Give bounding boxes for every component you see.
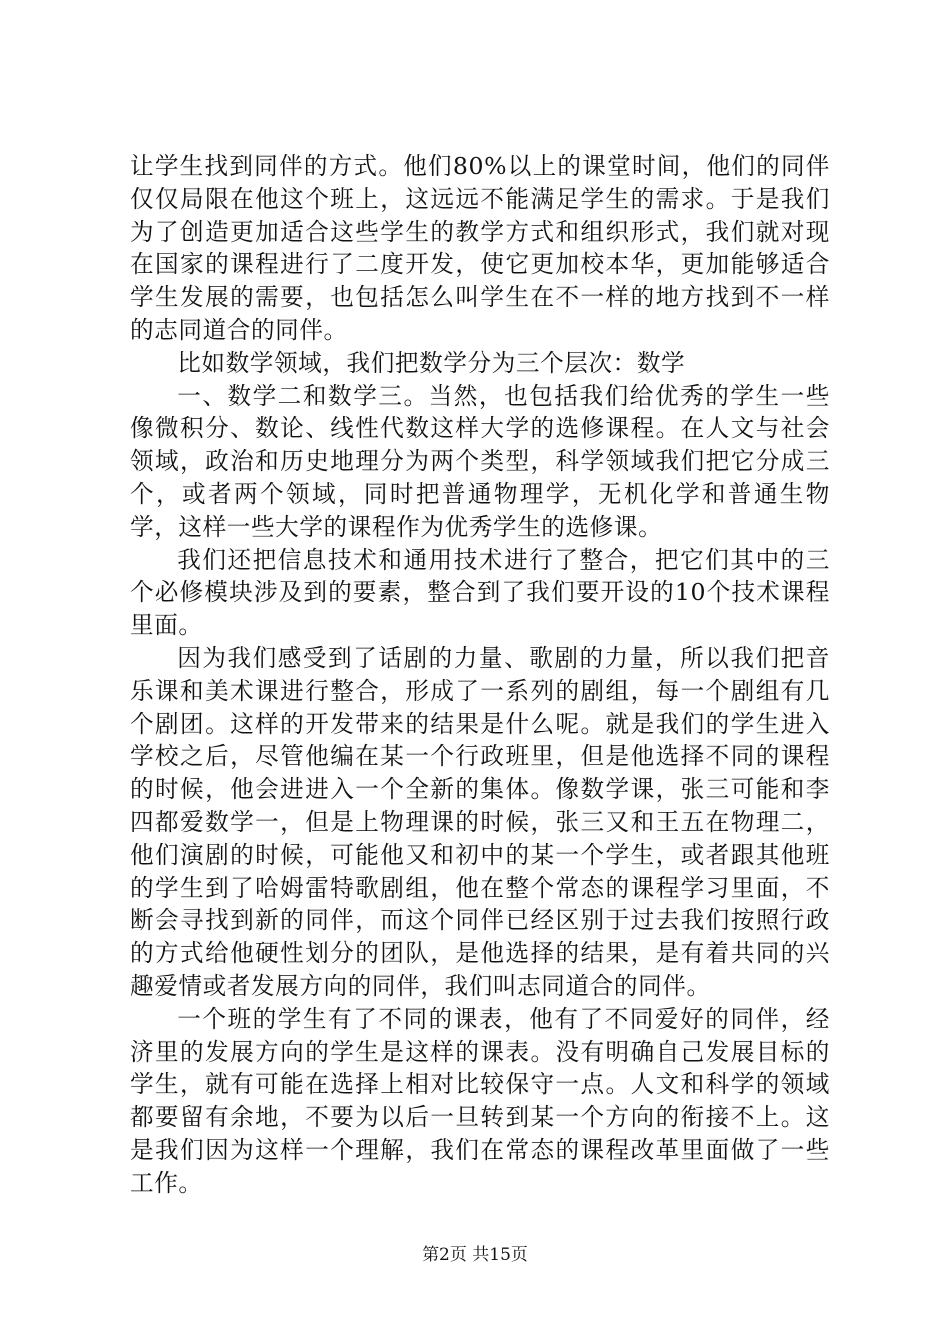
paragraph-4: 我们还把信息技术和通用技术进行了整合，把它们其中的三个必修模块涉及到的要素，整合到了我们要开设的10个技术课程里面。 [130, 545, 830, 640]
paragraph-6: 一个班的学生有了不同的课表，他有了不同爱好的同伴，经济里的发展方向的学生是这样的课表。没有明确自己发展目标的学生，就有可能在选择上相对比较保守一点。人文和科学的领域都要留有余地，不要为以后一旦转到某一个方向的衔接不上。这是我们因为这样一个理解，我们在常态的课程改革里面做了一些工作。 [130, 1004, 830, 1197]
paragraph-5: 因为我们感受到了话剧的力量、歌剧的力量，所以我们把音乐课和美术课进行整合，形成了一系列的剧组，每一个剧组有几个剧团。这样的开发带来的结果是什么呢。就是我们的学生进入学校之后，尽管他编在某一个行政班里，但是他选择不同的课程的时候，他会进进入一个全新的集体。像数学课，张三可能和李四都爱数学一，但是上物理课的时候，张三又和王五在物理二，他们演剧的时候，可能他又和初中的某一个学生，或者跟其他班的学生到了哈姆雷特歌剧组，他在整个常态的课程学习里面，不断会寻找到新的同伴，而这个同伴已经区别于过去我们按照行政的方式给他硬性划分的团队，是他选择的结果，是有着共同的兴趣爱情或者发展方向的同伴，我们叫志同道合的同伴。 [130, 643, 830, 1000]
page-number-footer: 第2页 共15页 [422, 1245, 528, 1265]
paragraph-1: 让学生找到同伴的方式。他们80%以上的课堂时间，他们的同伴仅仅局限在他这个班上，这远远不能满足学生的需求。于是我们为了创造更加适合这些学生的教学方式和组织形式，我们就对现在国家的课程进行了二度开发，使它更加校本华，更加能够适合学生发展的需要，也包括怎么叫学生在不一样的地方找到不一样的志同道合的同伴。 [130, 152, 830, 344]
document-body [130, 150, 830, 1200]
paragraph-2: 比如数学领域，我们把数学分为三个层次：数学 [177, 348, 686, 377]
paragraph-3: 一、数学二和数学三。当然，也包括我们给优秀的学生一些像微积分、数论、线性代数这样大学的选修课程。在人文与社会领域，政治和历史地理分为两个类型，科学领域我们把它分成三个，或者两个领域，同时把普通物理学，无机化学和普通生物学，这样一些大学的课程作为优秀学生的选修课。 [130, 381, 830, 541]
